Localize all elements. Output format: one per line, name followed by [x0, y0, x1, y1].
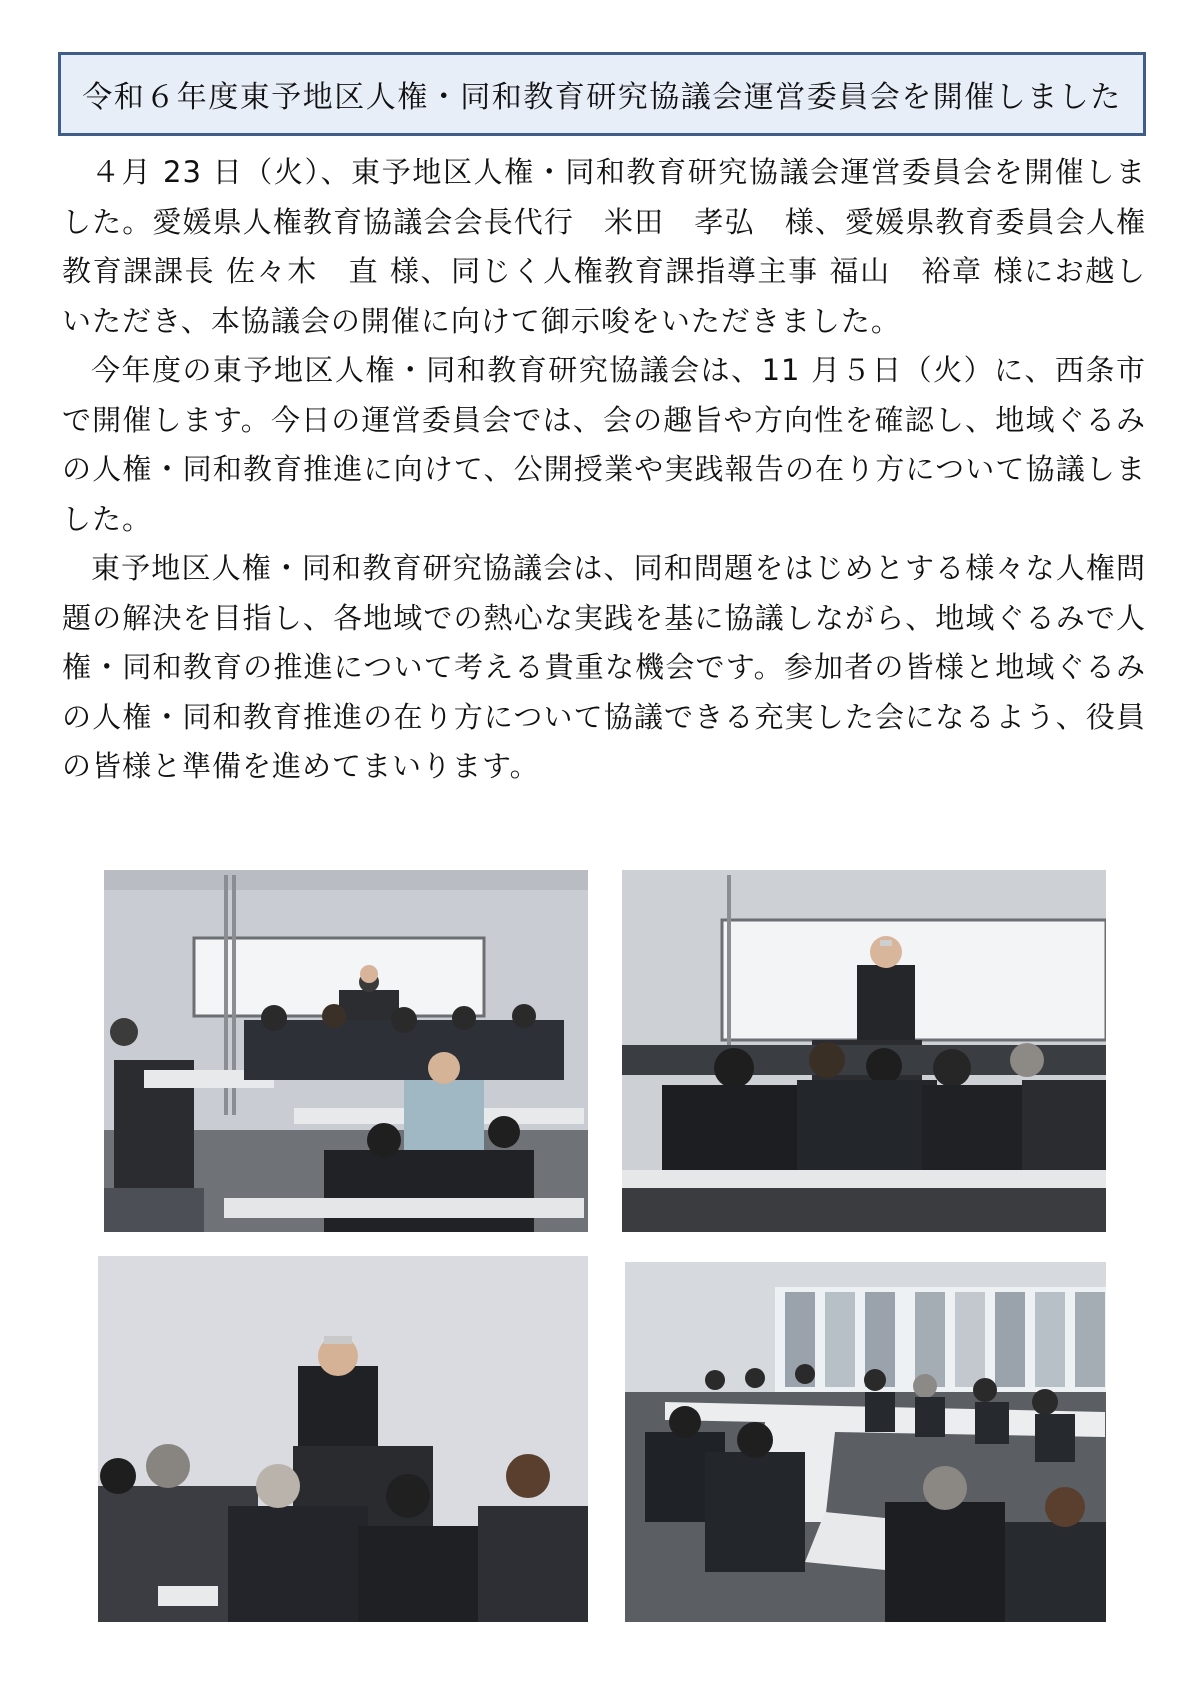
- paragraph-1: ４月 23 日（火）、東予地区人権・同和教育研究協議会運営委員会を開催しました。愛媛県人権教育協議会会長代行 米田 孝弘 様、愛媛県教育委員会人権教育課課長 佐々木 直 様、同じく人権教育課指導主事 福山 裕章 様にお越しいただき、本協議会の開催に向けて御示唆をいただきました。: [62, 155, 1146, 338]
- meeting-photo-1: [104, 870, 588, 1232]
- meeting-photo-4: [625, 1262, 1106, 1622]
- paragraph-2: 今年度の東予地区人権・同和教育研究協議会は、11 月５日（火）に、西条市で開催します。今日の運営委員会では、会の趣旨や方向性を確認し、地域ぐるみの人権・同和教育推進に向けて、公開授業や実践報告の在り方について協議しました。: [62, 353, 1146, 536]
- title-box: [58, 52, 1146, 136]
- article-body: [62, 148, 1146, 792]
- paragraph-3: 東予地区人権・同和教育研究協議会は、同和問題をはじめとする様々な人権問題の解決を目指し、各地域での熱心な実践を基に協議しながら、地域ぐるみで人権・同和教育の推進について考える貴重な機会です。参加者の皆様と地域ぐるみの人権・同和教育推進の在り方について協議できる充実した会になるよう、役員の皆様と準備を進めてまいります。: [62, 551, 1146, 783]
- meeting-photo-3: [98, 1256, 588, 1622]
- page-title: 令和６年度東予地区人権・同和教育研究協議会運営委員会を開催しました: [82, 80, 1122, 115]
- meeting-photo-2: [622, 870, 1106, 1232]
